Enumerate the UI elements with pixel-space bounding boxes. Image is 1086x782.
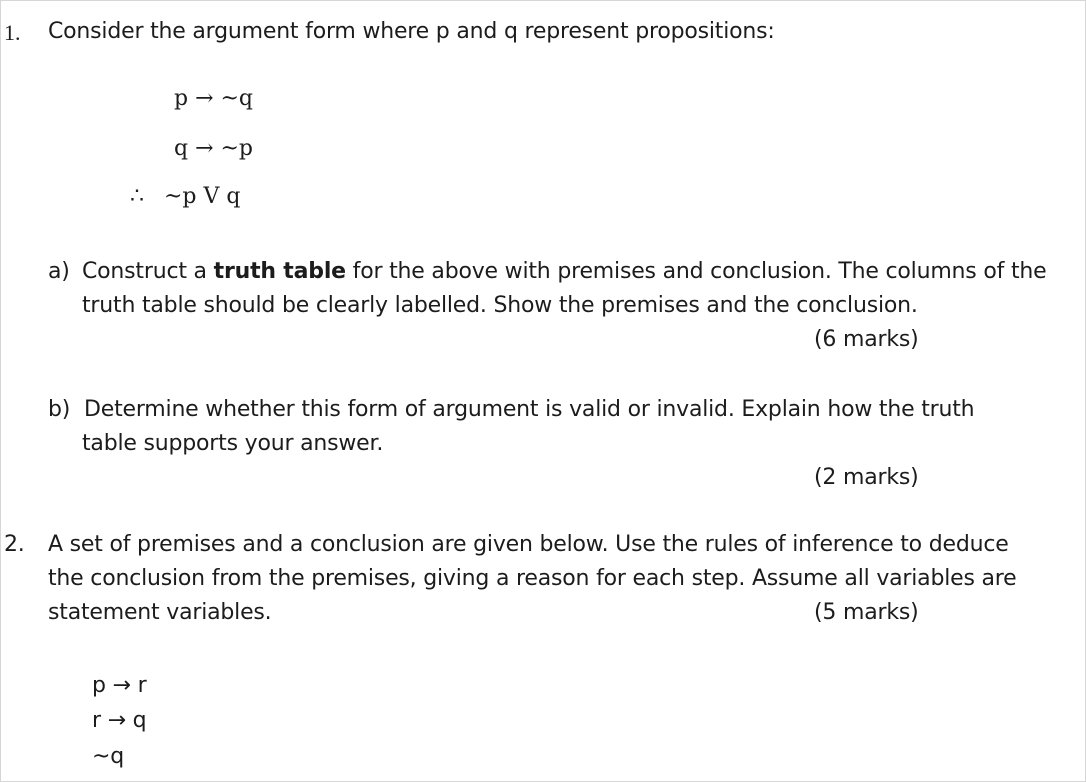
question-1-number: 1. xyxy=(4,20,21,45)
question-2-marks: (5 marks) xyxy=(814,600,919,625)
part-a-marks: (6 marks) xyxy=(814,327,919,352)
part-b-label: b) xyxy=(48,397,71,422)
question-2-line-3: statement variables. xyxy=(48,600,272,625)
part-a-label: a) xyxy=(48,259,70,284)
therefore-symbol: ∴ xyxy=(130,184,144,209)
part-b-marks: (2 marks) xyxy=(814,465,919,490)
q1-premise-1: p → ~q xyxy=(174,86,254,111)
question-2-number: 2. xyxy=(4,532,25,557)
part-b-line-1: Determine whether this form of argument is valid or invalid. Explain how the truth xyxy=(84,397,975,422)
q2-premise-2: r → q xyxy=(92,708,147,733)
part-a-text-after: for the above with premises and conclusion. The columns of the xyxy=(345,259,1047,284)
q2-premise-3: ~q xyxy=(92,744,124,769)
part-a-line-1 xyxy=(82,259,1046,284)
part-a-text-before: Construct a xyxy=(82,259,214,284)
question-1-intro: Consider the argument form where p and q represent propositions: xyxy=(48,19,775,44)
q1-premise-2: q → ~p xyxy=(174,136,254,161)
question-2-line-1: A set of premises and a conclusion are given below. Use the rules of inference to deduce xyxy=(48,532,1009,557)
part-a-bold-text: truth table xyxy=(213,259,346,284)
part-b-line-2: table supports your answer. xyxy=(82,431,384,456)
q2-premise-1: p → r xyxy=(92,673,147,698)
q1-conclusion: ~p V q xyxy=(164,184,241,209)
question-2-line-2: the conclusion from the premises, giving a reason for each step. Assume all variables are xyxy=(48,566,1017,591)
part-a-line-2: truth table should be clearly labelled. Show the premises and the conclusion. xyxy=(82,293,918,318)
